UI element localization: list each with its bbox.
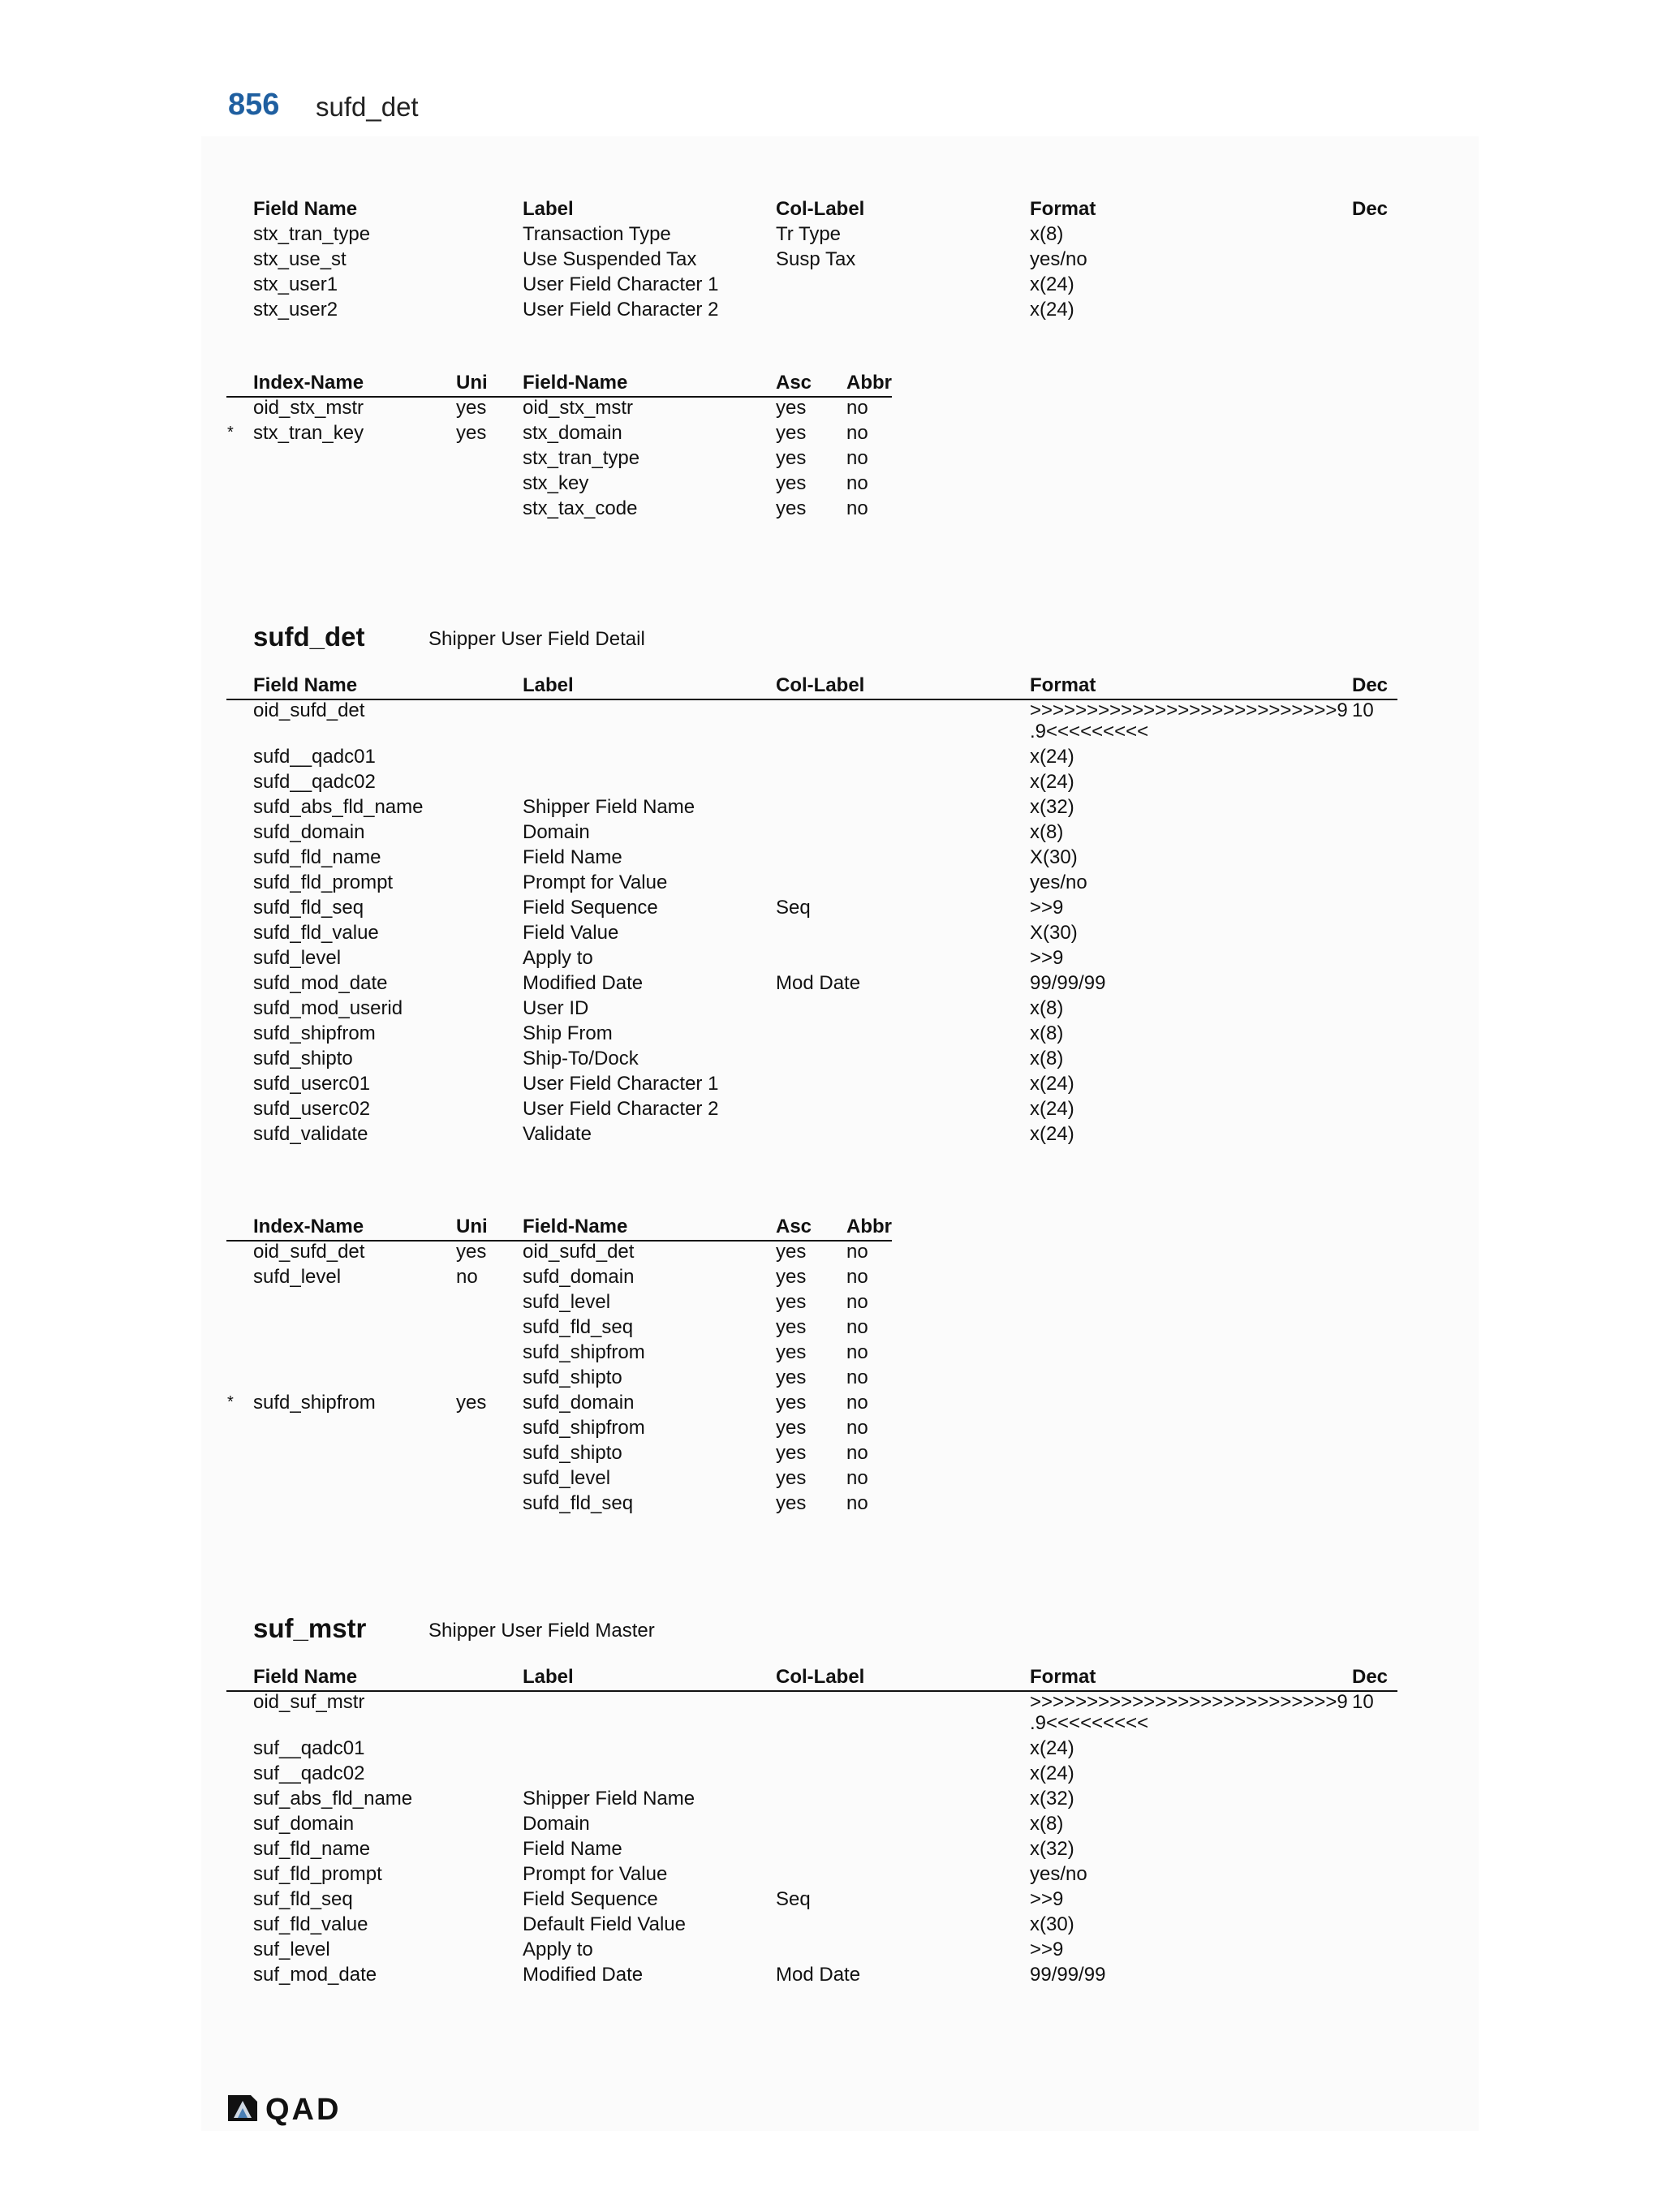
field-name-cell: sufd_abs_fld_name xyxy=(253,796,424,818)
ascending-cell: yes xyxy=(776,1241,807,1263)
header-uni: Uni xyxy=(456,1216,488,1237)
field-name-cell: sufd_fld_name xyxy=(253,846,381,868)
col-label-cell: Mod Date xyxy=(776,1964,861,1986)
index-field-cell: sufd_domain xyxy=(523,1266,635,1288)
header-label: Label xyxy=(523,674,574,696)
abbreviated-cell: no xyxy=(846,497,868,519)
header-format: Format xyxy=(1030,198,1096,220)
header-field-name: Field-Name xyxy=(523,1216,628,1237)
abbreviated-cell: no xyxy=(846,1291,868,1313)
label-cell: User Field Character 2 xyxy=(523,1098,719,1120)
ascending-cell: yes xyxy=(776,1442,807,1464)
abbreviated-cell: no xyxy=(846,397,868,419)
ascending-cell: yes xyxy=(776,1266,807,1288)
index-field-cell: sufd_fld_seq xyxy=(523,1492,634,1514)
label-cell: User Field Character 2 xyxy=(523,299,719,321)
header-asc: Asc xyxy=(776,1216,812,1237)
ascending-cell: yes xyxy=(776,1492,807,1514)
format-cell: x(8) xyxy=(1030,997,1064,1019)
label-cell: Domain xyxy=(523,821,590,843)
unique-cell: yes xyxy=(456,1241,487,1263)
index-name-cell: sufd_shipfrom xyxy=(253,1392,376,1414)
format-cell: x(24) xyxy=(1030,1073,1074,1095)
ascending-cell: yes xyxy=(776,1341,807,1363)
header-index-name: Index-Name xyxy=(253,372,364,394)
ascending-cell: yes xyxy=(776,1316,807,1338)
abbreviated-cell: no xyxy=(846,1417,868,1439)
field-name-cell: sufd__qadc01 xyxy=(253,746,376,768)
dec-cell: 10 xyxy=(1352,1691,1374,1713)
abbreviated-cell: no xyxy=(846,1241,868,1263)
label-cell: Field Sequence xyxy=(523,897,658,919)
index-field-cell: sufd_level xyxy=(523,1291,611,1313)
label-cell: Modified Date xyxy=(523,1964,644,1986)
format-cell: >>>>>>>>>>>>>>>>>>>>>>>>>>>9 xyxy=(1030,1691,1348,1713)
field-name-cell: sufd_shipto xyxy=(253,1048,353,1069)
unique-cell: no xyxy=(456,1266,478,1288)
index-name-cell: oid_sufd_det xyxy=(253,1241,365,1263)
index-field-cell: oid_stx_mstr xyxy=(523,397,634,419)
header-format: Format xyxy=(1030,674,1096,696)
field-name-cell: sufd_shipfrom xyxy=(253,1022,376,1044)
label-cell: Shipper Field Name xyxy=(523,796,695,818)
format-cell: x(8) xyxy=(1030,223,1064,245)
label-cell: Apply to xyxy=(523,947,593,969)
format-cell: yes/no xyxy=(1030,248,1087,270)
index-field-cell: stx_key xyxy=(523,472,589,494)
header-uni: Uni xyxy=(456,372,488,394)
format-cell: x(24) xyxy=(1030,1762,1074,1784)
unique-cell: yes xyxy=(456,397,487,419)
field-name-cell: sufd_mod_userid xyxy=(253,997,403,1019)
ascending-cell: yes xyxy=(776,1417,807,1439)
abbreviated-cell: no xyxy=(846,1467,868,1489)
field-name-cell: sufd_userc02 xyxy=(253,1098,371,1120)
ascending-cell: yes xyxy=(776,1291,807,1313)
format-cell: x(24) xyxy=(1030,746,1074,768)
index-field-cell: sufd_shipfrom xyxy=(523,1341,645,1363)
field-name-cell: sufd_domain xyxy=(253,821,365,843)
label-cell: Ship-To/Dock xyxy=(523,1048,639,1069)
index-name-cell: sufd_level xyxy=(253,1266,342,1288)
field-name-cell: sufd__qadc02 xyxy=(253,771,376,793)
header-col-label: Col-Label xyxy=(776,198,865,220)
label-cell: User ID xyxy=(523,997,589,1019)
header-index-name: Index-Name xyxy=(253,1216,364,1237)
ascending-cell: yes xyxy=(776,447,807,469)
table-description: Shipper User Field Detail xyxy=(428,628,645,650)
header-asc: Asc xyxy=(776,372,812,394)
abbreviated-cell: no xyxy=(846,1341,868,1363)
field-name-cell: sufd_fld_value xyxy=(253,922,379,944)
col-label-cell: Mod Date xyxy=(776,972,861,994)
header-field-name: Field Name xyxy=(253,1666,358,1688)
header-col-label: Col-Label xyxy=(776,1666,865,1688)
page-number: 856 xyxy=(228,88,280,122)
format-cell: x(8) xyxy=(1030,821,1064,843)
header-format: Format xyxy=(1030,1666,1096,1688)
label-cell: Transaction Type xyxy=(523,223,671,245)
ascending-cell: yes xyxy=(776,397,807,419)
field-name-cell: sufd_validate xyxy=(253,1123,368,1145)
index-field-cell: stx_tran_type xyxy=(523,447,640,469)
label-cell: Modified Date xyxy=(523,972,644,994)
format-cell: >>9 xyxy=(1030,947,1064,969)
format-cell: >>9 xyxy=(1030,897,1064,919)
ascending-cell: yes xyxy=(776,1366,807,1388)
label-cell: Field Sequence xyxy=(523,1888,658,1910)
abbreviated-cell: no xyxy=(846,1442,868,1464)
field-name-cell: sufd_fld_seq xyxy=(253,897,364,919)
format-cell: x(30) xyxy=(1030,1913,1074,1935)
label-cell: Validate xyxy=(523,1123,592,1145)
format-cell: x(32) xyxy=(1030,1838,1074,1860)
header-dec: Dec xyxy=(1352,1666,1389,1688)
format-cell: x(8) xyxy=(1030,1813,1064,1835)
format-cell: x(24) xyxy=(1030,1098,1074,1120)
table-description: Shipper User Field Master xyxy=(428,1620,655,1642)
field-name-cell: suf__qadc01 xyxy=(253,1737,365,1759)
col-label-cell: Seq xyxy=(776,897,811,919)
unique-cell: yes xyxy=(456,1392,487,1414)
header-label: Label xyxy=(523,198,574,220)
index-field-cell: sufd_fld_seq xyxy=(523,1316,634,1338)
col-label-cell: Seq xyxy=(776,1888,811,1910)
label-cell: User Field Character 1 xyxy=(523,273,719,295)
index-field-cell: sufd_shipto xyxy=(523,1366,622,1388)
format-cell: >>9 xyxy=(1030,1888,1064,1910)
header-abbr: Abbr xyxy=(846,1216,892,1237)
field-name-cell: suf__qadc02 xyxy=(253,1762,365,1784)
abbreviated-cell: no xyxy=(846,1392,868,1414)
index-field-cell: sufd_domain xyxy=(523,1392,635,1414)
label-cell: Field Name xyxy=(523,846,622,868)
ascending-cell: yes xyxy=(776,472,807,494)
format-cell: X(30) xyxy=(1030,846,1078,868)
index-field-cell: sufd_shipfrom xyxy=(523,1417,645,1439)
index-field-cell: stx_tax_code xyxy=(523,497,638,519)
page-sheet xyxy=(201,136,1479,2131)
header-dec: Dec xyxy=(1352,674,1389,696)
label-cell: Ship From xyxy=(523,1022,613,1044)
label-cell: Use Suspended Tax xyxy=(523,248,697,270)
field-name-cell: suf_abs_fld_name xyxy=(253,1788,413,1810)
field-name-cell: suf_mod_date xyxy=(253,1964,377,1986)
dec-cell: 10 xyxy=(1352,699,1374,721)
format-cell: x(24) xyxy=(1030,1123,1074,1145)
qad-logo-icon xyxy=(226,2094,259,2123)
format-cell: x(32) xyxy=(1030,1788,1074,1810)
table-title: sufd_det xyxy=(253,622,365,652)
abbreviated-cell: no xyxy=(846,1316,868,1338)
ascending-cell: yes xyxy=(776,422,807,444)
primary-index-marker: * xyxy=(227,424,234,441)
field-name-cell: suf_domain xyxy=(253,1813,355,1835)
format-cell: yes/no xyxy=(1030,871,1087,893)
col-label-cell: Susp Tax xyxy=(776,248,856,270)
field-name-cell: stx_use_st xyxy=(253,248,347,270)
index-field-cell: sufd_shipto xyxy=(523,1442,622,1464)
abbreviated-cell: no xyxy=(846,1366,868,1388)
field-name-cell: oid_sufd_det xyxy=(253,699,365,721)
format-cell: x(24) xyxy=(1030,1737,1074,1759)
index-field-cell: stx_domain xyxy=(523,422,622,444)
index-name-cell: stx_tran_key xyxy=(253,422,364,444)
format-cell: 99/99/99 xyxy=(1030,972,1106,994)
format-cell: X(30) xyxy=(1030,922,1078,944)
label-cell: User Field Character 1 xyxy=(523,1073,719,1095)
field-name-cell: sufd_fld_prompt xyxy=(253,871,394,893)
label-cell: Default Field Value xyxy=(523,1913,686,1935)
field-name-cell: stx_user2 xyxy=(253,299,338,321)
field-name-cell: suf_level xyxy=(253,1939,330,1960)
format-cell: x(8) xyxy=(1030,1048,1064,1069)
header-dec: Dec xyxy=(1352,198,1389,220)
table-title: suf_mstr xyxy=(253,1613,367,1643)
field-name-cell: suf_fld_prompt xyxy=(253,1863,382,1885)
format-cell: x(24) xyxy=(1030,299,1074,321)
abbreviated-cell: no xyxy=(846,1492,868,1514)
abbreviated-cell: no xyxy=(846,422,868,444)
format-cell: yes/no xyxy=(1030,1863,1087,1885)
format-continuation-cell: .9<<<<<<<<< xyxy=(1030,1712,1149,1734)
format-cell: x(24) xyxy=(1030,771,1074,793)
index-field-cell: sufd_level xyxy=(523,1467,611,1489)
format-cell: x(32) xyxy=(1030,796,1074,818)
unique-cell: yes xyxy=(456,422,487,444)
label-cell: Prompt for Value xyxy=(523,1863,668,1885)
format-continuation-cell: .9<<<<<<<<< xyxy=(1030,721,1149,742)
label-cell: Field Name xyxy=(523,1838,622,1860)
label-cell: Domain xyxy=(523,1813,590,1835)
field-name-cell: suf_fld_name xyxy=(253,1838,371,1860)
format-cell: >>>>>>>>>>>>>>>>>>>>>>>>>>>9 xyxy=(1030,699,1348,721)
primary-index-marker: * xyxy=(227,1393,234,1411)
label-cell: Prompt for Value xyxy=(523,871,668,893)
field-name-cell: suf_fld_value xyxy=(253,1913,368,1935)
field-name-cell: sufd_userc01 xyxy=(253,1073,371,1095)
header-field-name: Field Name xyxy=(253,198,358,220)
field-name-cell: oid_suf_mstr xyxy=(253,1691,365,1713)
format-cell: >>9 xyxy=(1030,1939,1064,1960)
header-field-name: Field-Name xyxy=(523,372,628,394)
ascending-cell: yes xyxy=(776,1392,807,1414)
index-field-cell: oid_sufd_det xyxy=(523,1241,635,1263)
label-cell: Field Value xyxy=(523,922,619,944)
ascending-cell: yes xyxy=(776,497,807,519)
field-name-cell: sufd_mod_date xyxy=(253,972,388,994)
field-name-cell: stx_tran_type xyxy=(253,223,371,245)
header-label: Label xyxy=(523,1666,574,1688)
abbreviated-cell: no xyxy=(846,1266,868,1288)
field-name-cell: stx_user1 xyxy=(253,273,338,295)
format-cell: 99/99/99 xyxy=(1030,1964,1106,1986)
field-name-cell: suf_fld_seq xyxy=(253,1888,353,1910)
col-label-cell: Tr Type xyxy=(776,223,842,245)
format-cell: x(8) xyxy=(1030,1022,1064,1044)
ascending-cell: yes xyxy=(776,1467,807,1489)
abbreviated-cell: no xyxy=(846,447,868,469)
page-title: sufd_det xyxy=(316,92,419,122)
index-name-cell: oid_stx_mstr xyxy=(253,397,364,419)
label-cell: Shipper Field Name xyxy=(523,1788,695,1810)
format-cell: x(24) xyxy=(1030,273,1074,295)
header-col-label: Col-Label xyxy=(776,674,865,696)
abbreviated-cell: no xyxy=(846,472,868,494)
field-name-cell: sufd_level xyxy=(253,947,342,969)
header-abbr: Abbr xyxy=(846,372,892,394)
label-cell: Apply to xyxy=(523,1939,593,1960)
qad-logo-text: QAD xyxy=(265,2093,342,2127)
header-field-name: Field Name xyxy=(253,674,358,696)
